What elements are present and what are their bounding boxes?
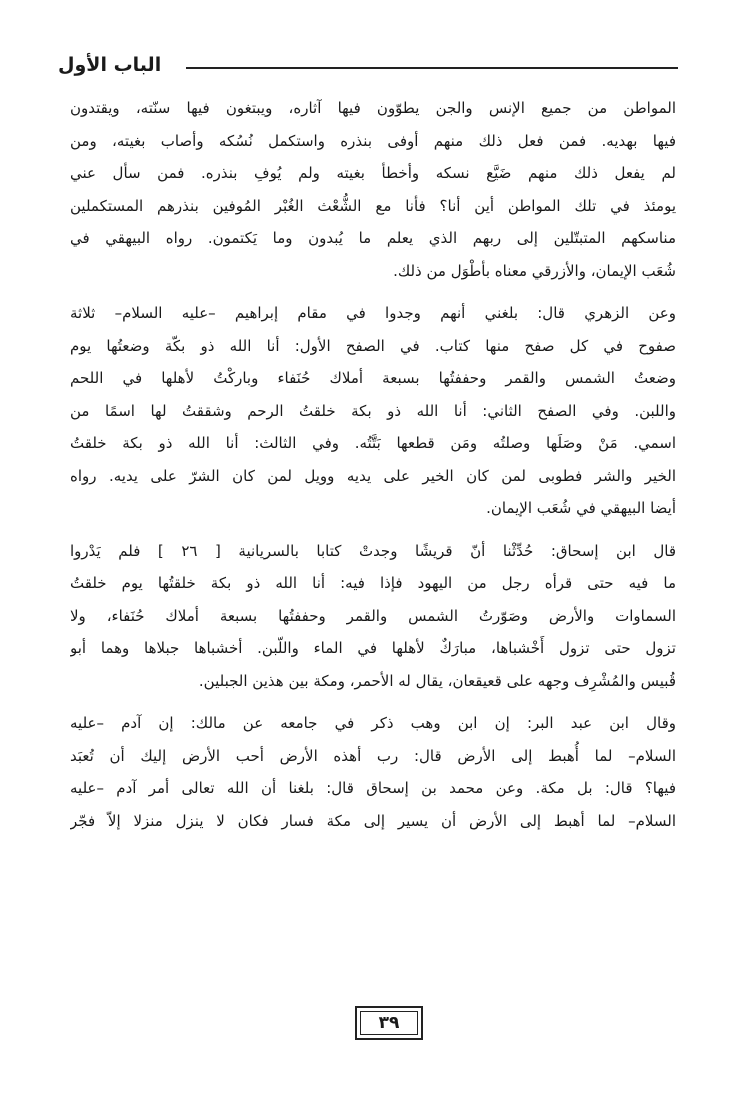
page-number: ٣٩ — [378, 1013, 400, 1033]
running-header — [58, 54, 678, 82]
text-line: السماوات والأرض وصَوّرتُ الشمس والقمر وحففتُها بسبعة أملاك حُنَفاء، ولا — [70, 606, 676, 625]
paragraph-gap — [70, 697, 676, 707]
chapter-title: الباب الأول — [58, 54, 162, 76]
text-line: قال ابن إسحاق: حُدِّثْنا أنّ قريشًا وجدتْ كتابا بالسريانية [ ٢٦ ] فلم يَدْروا — [70, 541, 676, 560]
paragraph-gap — [70, 525, 676, 535]
text-line: لم يفعل ذلك منهم ضَيَّع نسكه وأخطأ بغيته ولم يُوفِ بنذره. فمن سأل عني — [70, 164, 676, 182]
text-line: واللبن. وفي الصفح الثاني: أنا الله ذو بكة خلقتُ الرحم وشققتُ لها اسمًا من — [70, 401, 676, 420]
text-line: صفوح في كل صفح منها كتاب. في الصفح الأول: أنا الله ذو بكّة وضعتُها يوم — [70, 336, 676, 355]
text-line: قُبيس والمُشْرِف وجهه على قعيقعان، يقال له الأحمر، ومكة بين هذين الجبلين. — [198, 671, 676, 690]
paragraph-gap — [70, 287, 676, 297]
text-line: المواطن من جميع الإنس والجن يطوّون فيها آثاره، ويبتغون فيها سنّته، ويقتدون — [70, 99, 676, 117]
text-line: فيها؟ قال: بل مكة. وعن محمد بن إسحاق قال: بلغنا أن الله تعالى أمر آدم –عليه — [70, 779, 676, 797]
page-number-frame — [355, 1006, 423, 1040]
text-line: اسمي. مَنْ وصَلَها وصلتُه ومَن قطعها بَتَّتُه. وفي الثالث: أنا الله ذو بكة خلقتُ — [70, 434, 676, 452]
paragraph-1 — [70, 92, 676, 287]
text-line: فيها بهديه. فمن فعل ذلك منهم أوفى بنذره واستكمل نُسُكه وأصاب بغيته، ومن — [70, 131, 676, 150]
text-line: وقال ابن عبد البر: إن ابن وهب ذكر في جامعه عن مالك: إن آدم –عليه — [70, 714, 676, 732]
text-line: الخير والشر فطوبى لمن كان الخير على يديه وويل لمن كان الشرّ على يديه. رواه — [70, 466, 676, 485]
text-line: السلام– لما أهبط إلى الأرض أن يسير إلى مكة فسار فكان لا ينزل منزلا إلاّ فجّر — [70, 811, 676, 830]
paragraph-2 — [70, 297, 676, 525]
text-line: مناسكهم المتبتّلين إلى ربهم الذي يعلم ما يُبدون وما يَكتمون. رواه البيهقي في — [70, 229, 676, 247]
paragraph-4 — [70, 707, 676, 837]
text-line: شُعَب الإيمان، والأزرقي معناه بأطْوَل من ذلك. — [393, 261, 676, 280]
header-rule — [186, 67, 678, 69]
paragraph-3 — [70, 535, 676, 698]
text-line: السلام– لما أُهبط إلى الأرض قال: رب أهذه الأرض أحب الأرض إليك أن تُعبَد — [70, 746, 676, 765]
text-line: أيضا البيهقي في شُعَب الإيمان. — [486, 499, 676, 517]
text-line: وضعتُ الشمس والقمر وحففتُها بسبعة أملاك حُنَفاء وباركْتُ لأهلها في اللحم — [70, 369, 676, 387]
body-text — [70, 92, 676, 837]
text-line: يومئذ في تلك المواطن أين أنا؟ فأنا مع الشُّعْث الغُبْر المُوفين بنذرهم المستكملين — [70, 196, 676, 215]
text-line: ما فيه حتى قرأه رجل من اليهود فإذا فيه: أنا الله ذو بكة خلقتُها يوم خلقتُ — [70, 574, 676, 592]
text-line: تزول حتى تزول أَخْشباها، مبارَكٌ لأهلها في الماء واللّبن. أخشباها جبلاها وهما أبو — [70, 639, 676, 657]
text-line: وعن الزهري قال: بلغني أنهم وجدوا في مقام إبراهيم –عليه السلام– ثلاثة — [70, 304, 676, 322]
